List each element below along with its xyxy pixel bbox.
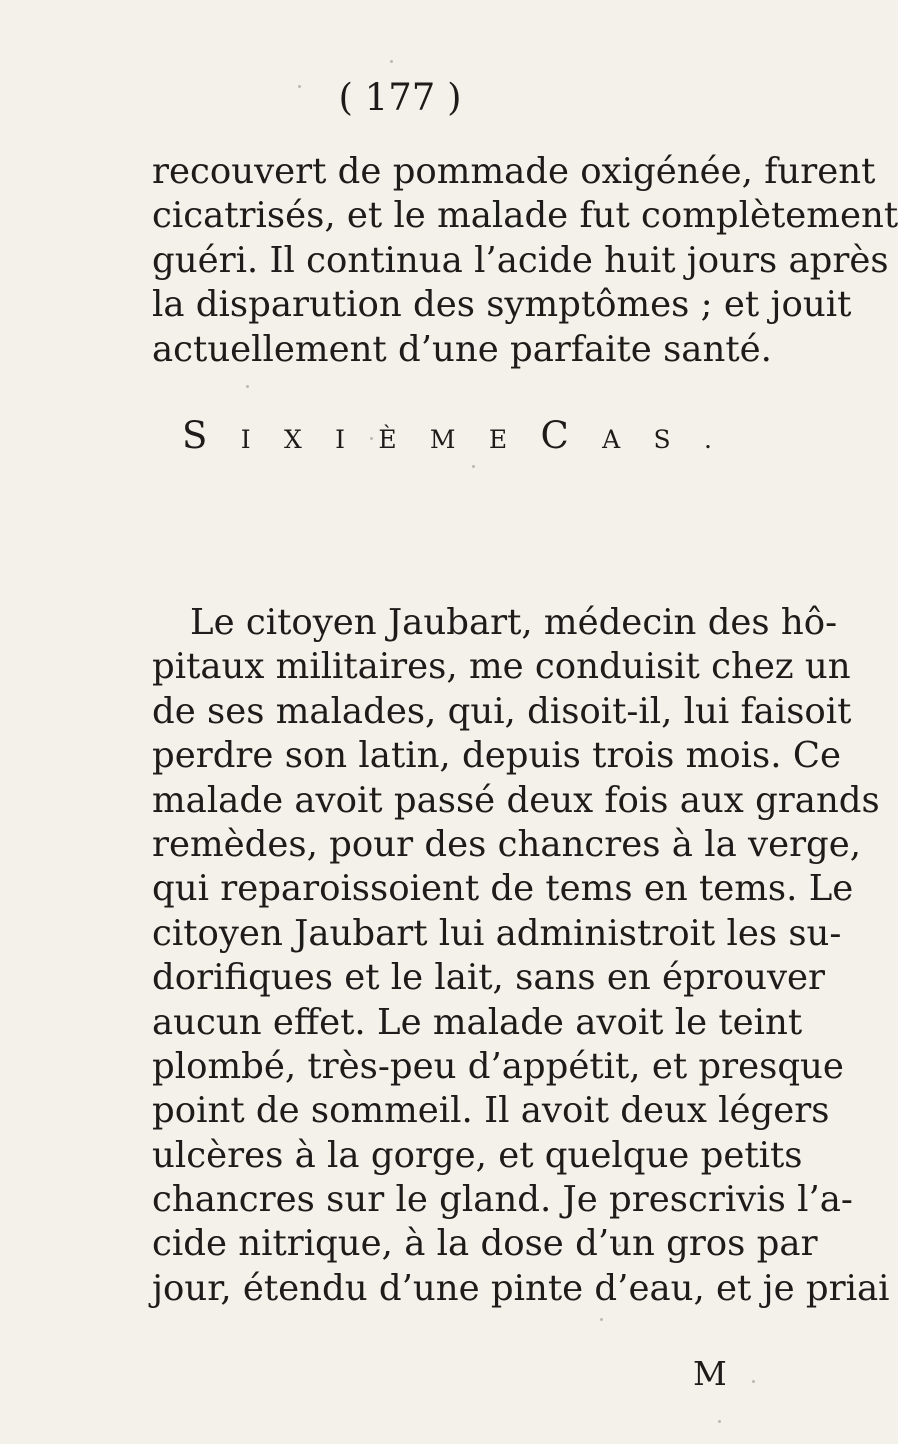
- paragraph-1: [152, 150, 898, 372]
- text-line: remèdes, pour des chancres à la verge,: [152, 823, 862, 865]
- text-line: dorifiques et le lait, sans en éprouver: [152, 957, 825, 999]
- text-line: chancres sur le gland. Je prescrivis l’a-: [152, 1179, 853, 1221]
- paragraph-2: [152, 601, 890, 1311]
- text-line: la disparution des symptômes ; et jouit: [152, 284, 852, 326]
- section-heading: S I X I È M E C A S .: [182, 414, 712, 457]
- text-line: perdre son latin, depuis trois mois. Ce: [152, 735, 841, 777]
- paper-speck: [390, 60, 393, 63]
- catchword: M: [693, 1354, 727, 1393]
- paper-speck: [618, 1244, 621, 1247]
- text-line: cide nitrique, à la dose d’un gros par: [152, 1223, 818, 1265]
- text-line: de ses malades, qui, disoit-il, lui faisoit: [152, 690, 852, 732]
- text-line: guéri. Il continua l’acide huit jours après: [152, 239, 889, 281]
- paper-speck: [730, 1297, 733, 1300]
- paper-speck: [370, 437, 373, 440]
- paper-speck: [298, 85, 301, 88]
- text-line: qui reparoissoient de tems en tems. Le: [152, 868, 854, 910]
- text-line: recouvert de pommade oxigénée, furent: [152, 151, 876, 192]
- text-line: Le citoyen Jaubart, médecin des hô-: [190, 602, 838, 643]
- text-line: point de sommeil. Il avoit deux légers: [152, 1090, 830, 1132]
- text-line: ulcères à la gorge, et quelque petits: [152, 1134, 803, 1176]
- text-line: citoyen Jaubart lui administroit les su-: [152, 912, 842, 954]
- text-line: jour, étendu d’une pinte d’eau, et je priai: [152, 1267, 890, 1309]
- text-line: aucun effet. Le malade avoit le teint: [152, 1001, 803, 1043]
- text-line: actuellement d’une parfaite santé.: [152, 328, 772, 370]
- text-line: pitaux militaires, me conduisit chez un: [152, 646, 851, 688]
- text-line: plombé, très-peu d’appétit, et presque: [152, 1045, 844, 1087]
- paper-speck: [600, 1318, 603, 1321]
- paper-speck: [752, 1380, 755, 1383]
- paper-speck: [246, 385, 249, 388]
- paper-speck: [718, 1420, 721, 1423]
- page-number-header: ( 177 ): [338, 76, 462, 119]
- text-line: malade avoit passé deux fois aux grands: [152, 779, 880, 821]
- paper-speck: [472, 465, 475, 468]
- text-line: cicatrisés, et le malade fut complètement: [152, 195, 898, 237]
